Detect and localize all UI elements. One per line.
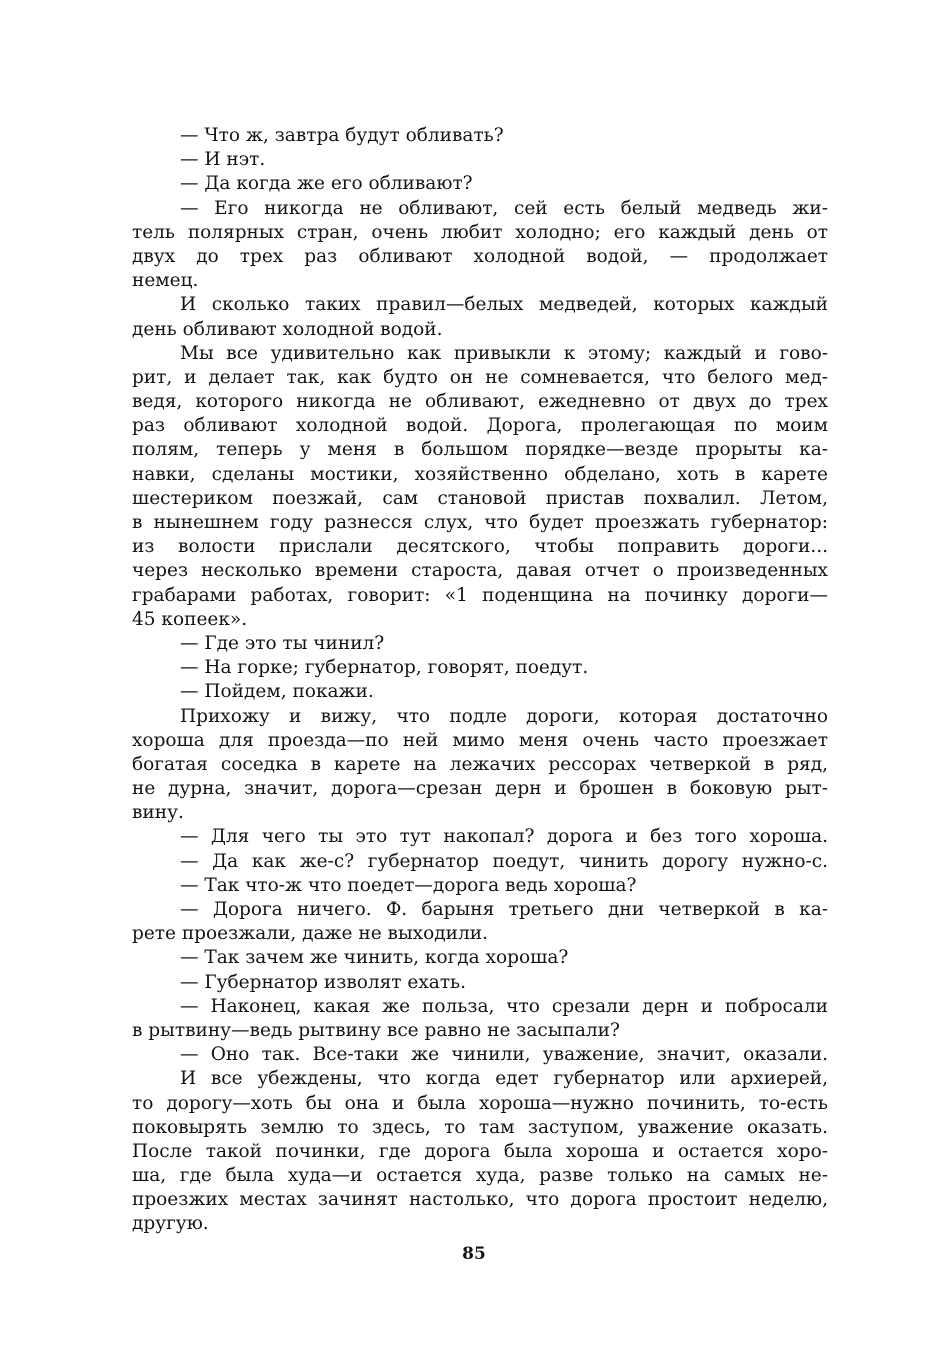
- text-line: вину.: [132, 802, 184, 824]
- page-number: 85: [462, 1244, 486, 1264]
- text-line: хороша для проезда—по ней мимо меня очень часто проезжает: [132, 729, 828, 751]
- text-line: рит, и делает так, как будто он не сомневается, что белого мед-: [132, 366, 828, 388]
- text-line: то дорогу—хоть бы она и была хороша—нужно починить, то-есть: [132, 1092, 828, 1114]
- text-line: рете проезжали, даже не выходили.: [132, 923, 488, 945]
- text-line: — Оно так. Все-таки же чинили, уважение, значит, оказали.: [180, 1044, 828, 1066]
- text-line: из волости прислали десятского, чтобы поправить дороги...: [132, 536, 828, 558]
- text-line: ведя, которого никогда не обливают, ежедневно от двух до трех: [132, 391, 828, 413]
- text-line: После такой починки, где дорога была хороша и остается хоро-: [132, 1140, 828, 1162]
- text-line: тель полярных стран, очень любит холодно; его каждый день от: [132, 221, 828, 243]
- text-line: — Для чего ты это тут накопал? дорога и без того хороша.: [180, 826, 828, 848]
- text-line: Мы все удивительно как привыкли к этому; каждый и гово-: [180, 342, 828, 364]
- text-line: немец.: [132, 270, 199, 292]
- text-line: И все убеждены, что когда едет губернатор или архиерей,: [180, 1068, 828, 1090]
- text-line: — Так зачем же чинить, когда хороша?: [180, 947, 569, 969]
- page-text: [132, 124, 828, 1237]
- text-line: поковырять землю то здесь, то там заступом, уважение оказать.: [132, 1116, 828, 1138]
- text-line: в нынешнем году разнесся слух, что будет проезжать губернатор:: [132, 512, 828, 533]
- text-line: — Да как же-с? губернатор поедут, чинить дорогу нужно-с.: [180, 850, 828, 872]
- text-line: в рытвину—ведь рытвину все равно не засыпали?: [132, 1019, 620, 1041]
- text-line: — Его никогда не обливают, сей есть белый медведь жи-: [180, 197, 828, 219]
- text-line: И сколько таких правил—белых медведей, которых каждый: [180, 294, 828, 316]
- text-line: — Пойдем, покажи.: [180, 681, 374, 703]
- text-line: не дурна, значит, дорога—срезан дерн и брошен в боковую рыт-: [132, 778, 828, 800]
- text-line: — Губернатор изволят ехать.: [180, 971, 467, 993]
- text-line: — Да когда же его обливают?: [180, 173, 473, 195]
- text-line: — Что ж, завтра будут обливать?: [180, 125, 504, 146]
- text-line: — И нэт.: [180, 149, 266, 171]
- text-line: шестериком поезжай, сам становой пристав похвалил. Летом,: [132, 487, 828, 509]
- text-line: грабарами работах, говорит: «1 поденщина на починку дороги—: [132, 584, 828, 606]
- text-line: полям, теперь у меня в большом порядке—везде прорыты ка-: [132, 439, 828, 461]
- text-line: богатая соседка в карете на лежачих рессорах четверкой в ряд,: [132, 753, 828, 775]
- text-line: день обливают холодной водой.: [132, 318, 443, 340]
- text-line: — Наконец, какая же польза, что срезали дерн и побросали: [180, 995, 828, 1017]
- text-line: раз обливают холодной водой. Дорога, пролегающая по моим: [132, 415, 828, 437]
- text-line: проезжих местах зачинят настолько, что дорога простоит неделю,: [132, 1189, 828, 1211]
- text-line: 45 копеек».: [132, 608, 248, 630]
- text-line: Прихожу и вижу, что подле дороги, которая достаточно: [180, 705, 828, 727]
- text-line: через несколько времени староста, давая отчет о произведенных: [132, 560, 828, 582]
- text-line: — На горке; губернатор, говорят, поедут.: [180, 657, 589, 679]
- text-line: двух до трех раз обливают холодной водой, — продолжает: [132, 245, 828, 267]
- text-line: — Дорога ничего. Ф. барыня третьего дни четверкой в ка-: [180, 899, 828, 920]
- text-line: ша, где была худа—и остается худа, разве только на самых не-: [132, 1165, 828, 1187]
- text-line: навки, сделаны мостики, хозяйственно обделано, хоть в карете: [132, 463, 828, 485]
- text-line: другую.: [132, 1213, 209, 1235]
- text-line: — Где это ты чинил?: [180, 632, 385, 654]
- text-line: — Так что-ж что поедет—дорога ведь хороша?: [180, 874, 637, 896]
